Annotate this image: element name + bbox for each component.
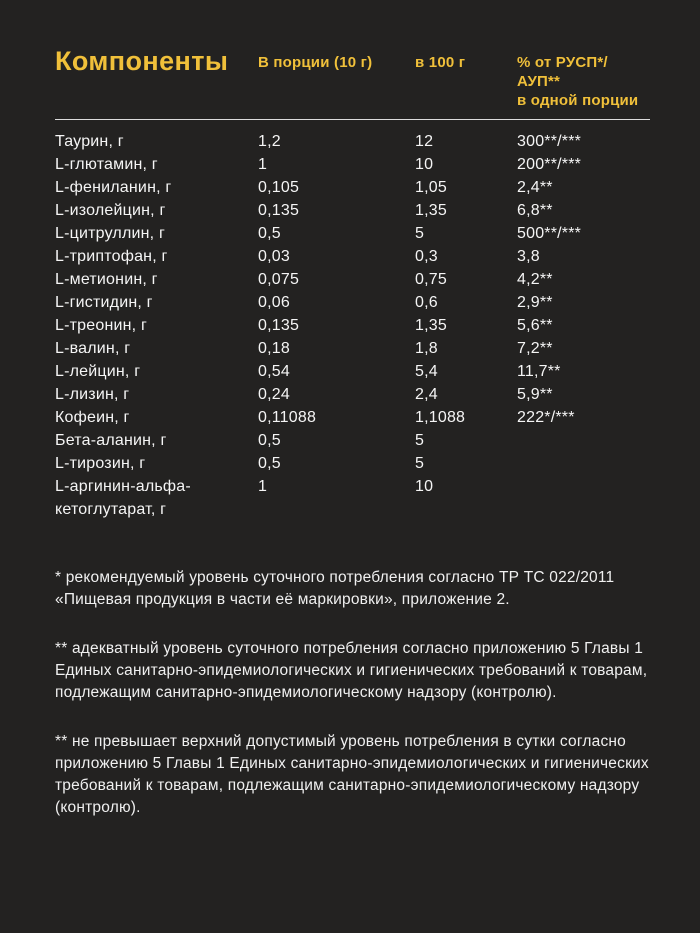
per-100g-value: 10	[415, 156, 434, 173]
table-row	[55, 383, 650, 406]
table-row	[55, 475, 650, 521]
table-row	[55, 337, 650, 360]
table-row	[55, 406, 650, 429]
portion-value: 0,135	[258, 317, 300, 334]
table-row	[55, 130, 650, 153]
column-header-daily-percent-line1: % от РУСП*/АУП**	[517, 54, 608, 90]
footnotes-section	[55, 567, 650, 819]
portion-value: 0,105	[258, 179, 300, 196]
component-name: L-лизин, г	[55, 386, 130, 403]
daily-percent-value: 2,4**	[517, 179, 553, 196]
component-name: L-метионин, г	[55, 271, 158, 288]
per-100g-value: 2,4	[415, 386, 438, 403]
daily-percent-value: 4,2**	[517, 271, 553, 288]
portion-value: 0,18	[258, 340, 290, 357]
per-100g-value: 0,3	[415, 248, 438, 265]
per-100g-value: 1,1088	[415, 409, 466, 426]
table-row	[55, 222, 650, 245]
component-name: L-триптофан, г	[55, 248, 168, 265]
portion-value: 1	[258, 478, 268, 495]
per-100g-value: 1,35	[415, 202, 447, 219]
portion-value: 0,54	[258, 363, 290, 380]
portion-value: 1,2	[258, 133, 281, 150]
component-name: L-аргинин-альфа-кетоглутарат, г	[55, 478, 191, 518]
table-row	[55, 429, 650, 452]
daily-percent-value: 6,8**	[517, 202, 553, 219]
portion-value: 0,24	[258, 386, 290, 403]
table-row	[55, 153, 650, 176]
portion-value: 0,5	[258, 455, 281, 472]
portion-value: 0,5	[258, 225, 281, 242]
component-name: L-лейцин, г	[55, 363, 141, 380]
portion-value: 0,03	[258, 248, 290, 265]
daily-percent-value	[517, 452, 650, 475]
component-name: L-гистидин, г	[55, 294, 153, 311]
daily-percent-value: 5,6**	[517, 317, 553, 334]
per-100g-value: 5,4	[415, 363, 438, 380]
table-title: Компоненты	[55, 46, 229, 76]
daily-percent-value: 3,8	[517, 248, 540, 265]
table-row	[55, 268, 650, 291]
per-100g-value: 0,75	[415, 271, 447, 288]
component-name: L-фениланин, г	[55, 179, 172, 196]
per-100g-value: 5	[415, 432, 425, 449]
per-100g-value: 1,35	[415, 317, 447, 334]
column-header-daily-percent-line2: в одной порции	[517, 92, 639, 109]
component-name: Бета-аланин, г	[55, 432, 167, 449]
table-body	[55, 120, 650, 521]
table-row	[55, 291, 650, 314]
portion-value: 0,075	[258, 271, 300, 288]
portion-value: 1	[258, 156, 268, 173]
table-row	[55, 360, 650, 383]
per-100g-value: 10	[415, 478, 434, 495]
per-100g-value: 1,05	[415, 179, 447, 196]
portion-value: 0,06	[258, 294, 290, 311]
footnote-rusp: * рекомендуемый уровень суточного потребления согласно ТР ТС 022/2011 «Пищевая продукция в части её маркировки», приложение 2.	[55, 569, 615, 608]
footnote-upper-limit: ** не превышает верхний допустимый уровень потребления в сутки согласно приложению 5 Главы 1 Единых санитарно-эпидемиологических и гигиенических требований к товарам, подлежащим санитарно-эпидемиологическому надзору (контролю).	[55, 733, 649, 816]
table-header	[55, 46, 650, 110]
portion-value: 0,5	[258, 432, 281, 449]
per-100g-value: 12	[415, 133, 434, 150]
column-header-portion: В порции (10 г)	[258, 54, 373, 71]
table-row	[55, 314, 650, 337]
component-name: L-треонин, г	[55, 317, 147, 334]
daily-percent-value: 7,2**	[517, 340, 553, 357]
daily-percent-value: 11,7**	[517, 363, 561, 380]
component-name: L-валин, г	[55, 340, 131, 357]
table-row	[55, 245, 650, 268]
per-100g-value: 5	[415, 455, 425, 472]
component-name: L-тирозин, г	[55, 455, 146, 472]
table-row	[55, 452, 650, 475]
per-100g-value: 5	[415, 225, 425, 242]
column-header-daily-percent	[517, 46, 650, 110]
daily-percent-value: 222*/***	[517, 409, 575, 426]
daily-percent-value: 300**/***	[517, 133, 582, 150]
component-name: L-изолейцин, г	[55, 202, 166, 219]
daily-percent-value	[517, 429, 650, 452]
component-name: L-глютамин, г	[55, 156, 158, 173]
daily-percent-value: 500**/***	[517, 225, 582, 242]
footnote-adequate-level: ** адекватный уровень суточного потребления согласно приложению 5 Главы 1 Единых санитарно-эпидемиологических и гигиенических требований к товарам, подлежащим санитарно-эпидемиологическому надзору (контролю).	[55, 640, 648, 701]
component-name: L-цитруллин, г	[55, 225, 165, 242]
daily-percent-value: 200**/***	[517, 156, 582, 173]
component-name: Кофеин, г	[55, 409, 130, 426]
component-name: Таурин, г	[55, 133, 124, 150]
table-row	[55, 199, 650, 222]
column-header-per-100g: в 100 г	[415, 54, 466, 71]
portion-value: 0,135	[258, 202, 300, 219]
daily-percent-value: 2,9**	[517, 294, 553, 311]
per-100g-value: 1,8	[415, 340, 438, 357]
daily-percent-value	[517, 475, 650, 521]
per-100g-value: 0,6	[415, 294, 438, 311]
portion-value: 0,11088	[258, 409, 317, 426]
table-row	[55, 176, 650, 199]
daily-percent-value: 5,9**	[517, 386, 553, 403]
